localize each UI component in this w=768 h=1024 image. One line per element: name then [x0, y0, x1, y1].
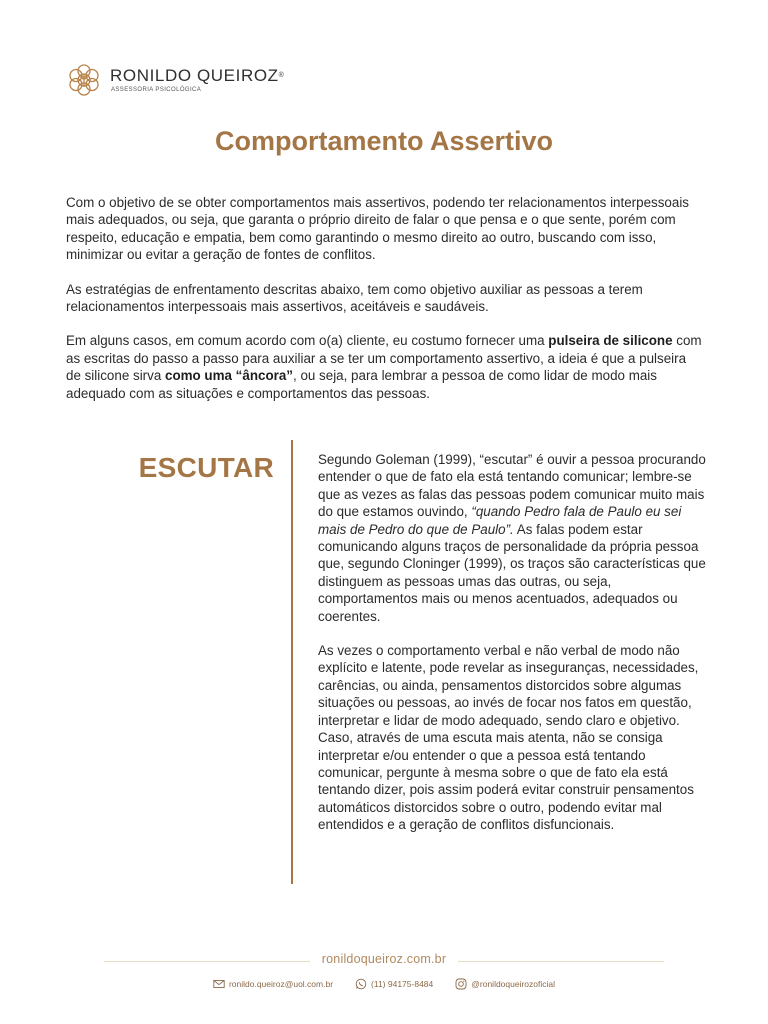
vertical-divider [291, 440, 293, 884]
contact-phone[interactable] [355, 978, 433, 990]
section-text-run: As falas podem estar comunicando alguns traços de personalidade da própria pessoa que, segundo Cloninger (1999), os traços são características que distinguem as pessoas umas das outras, ou seja, comportamentos mais ou menos acentuados, adequados ou coerentes. [318, 521, 706, 624]
contact-email-text: ronildo.queiroz@uol.com.br [228, 979, 334, 989]
section-text-run: Segundo Goleman (1999), “escutar” é ouvir a pessoa procurando entender o que de fato ela está tentando comunicar; lembre-se que as vezes as falas das pessoas podem comunicar muito mais do que estamos ouvindo, [318, 452, 706, 520]
footer-website[interactable]: ronildoqueiroz.com.br [321, 952, 447, 966]
intro-paragraph-3 [66, 332, 702, 402]
intro-text [66, 194, 702, 419]
emphasis-anchor: como uma “âncora” [165, 368, 293, 384]
brand-logo [66, 60, 284, 100]
section-paragraph-2: As vezes o comportamento verbal e não verbal de modo não explícito e latente, pode revelar as inseguranças, necessidades, carências, ou ainda, pensamentos distorcidos sobre algumas situações ou pessoas, ao invés de focar nos fatos em questão, interpretar e lidar de modo adequado, sendo claro e objetivo. Caso, através de uma escuta mais atenta, não se consiga interpretar e/ou entender o que a pessoa está tentando comunicar, pergunte à mesma sobre o que de fato ela está tentando dizer, pois assim poderá evitar construir pensamentos automáticos distorcidos sobre o outro, podendo evitar mal entendidos e a geração de conflitos disfuncionais. [318, 643, 699, 833]
section-paragraph-1 [318, 451, 710, 625]
brand-subtitle: ASSESSORIA PSICOLÓGICA [111, 87, 202, 93]
emphasis-bracelet: pulseira de silicone [548, 333, 673, 349]
intro-text-run: com as escritas do passo a passo para auxiliar a se ter um comportamento assertivo, a ideia é que a pulseira de silicone sirva [66, 333, 702, 384]
whatsapp-icon [355, 978, 367, 990]
document-title: Comportamento Assertivo [214, 126, 554, 156]
section-quote: “quando Pedro fala de Paulo eu sei mais de Pedro do que de Paulo”. [318, 504, 682, 537]
intro-paragraph-2: As estratégias de enfrentamento descritas abaixo, tem como objetivo auxiliar as pessoas a terem relacionamentos interpessoais mais assertivos, aceitáveis e saudáveis. [66, 281, 643, 315]
lotus-logo-icon [66, 62, 102, 98]
mail-icon [213, 978, 225, 990]
intro-paragraph-1: Com o objetivo de se obter comportamentos mais assertivos, podendo ter relacionamentos interpessoais mais adequados, ou seja, que garanta o próprio direito de falar o que pensa e o que sente, porém com respeito, educação e empatia, bem como garantindo o mesmo direito ao outro, buscando com isso, minimizar ou evitar a geração de fontes de conflitos. [66, 195, 689, 263]
intro-text-run: Em alguns casos, em comum acordo com o(a) cliente, eu costumo fornecer uma [66, 333, 549, 349]
section-body [318, 451, 710, 851]
brand-name: RONILDO QUEIROZ [110, 66, 279, 85]
contact-instagram[interactable] [455, 978, 555, 990]
contact-instagram-text: @ronildoqueirozoficial [471, 979, 556, 989]
section-heading: ESCUTAR [138, 452, 274, 483]
instagram-icon [455, 978, 467, 990]
contact-email[interactable] [213, 978, 333, 990]
footer-contacts [0, 978, 768, 990]
contact-phone-text: (11) 94175-8484 [371, 979, 434, 989]
registered-mark: ® [278, 72, 285, 79]
intro-text-run: , ou seja, para lembrar a pessoa de como lidar de modo mais adequado com as situações e comportamentos das pessoas. [66, 368, 657, 401]
